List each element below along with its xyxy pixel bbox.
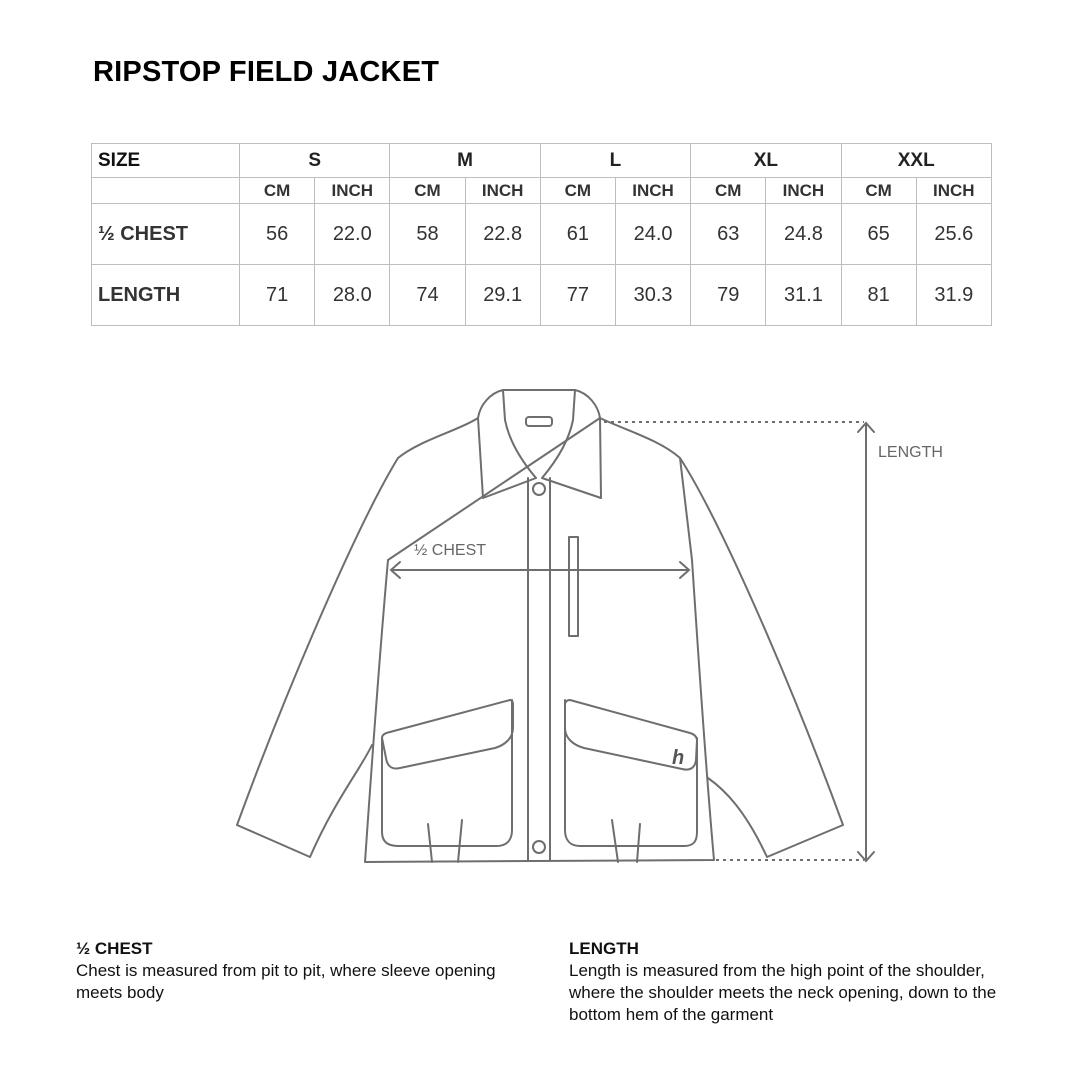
length-description-heading: LENGTH [569, 939, 639, 958]
table-cell: 79 [691, 265, 766, 326]
table-cell: 81 [841, 265, 916, 326]
row-label-chest: ½ CHEST [92, 204, 240, 265]
left-pocket [382, 700, 512, 846]
table-cell: 30.3 [615, 265, 690, 326]
unit-cm: CM [540, 178, 615, 204]
table-cell: 77 [540, 265, 615, 326]
table-cell: 31.9 [916, 265, 991, 326]
table-cell: 61 [540, 204, 615, 265]
unit-cm: CM [841, 178, 916, 204]
table-cell: 31.1 [766, 265, 841, 326]
unit-inch: INCH [315, 178, 390, 204]
table-cell: 28.0 [315, 265, 390, 326]
unit-inch: INCH [465, 178, 540, 204]
top-button [533, 483, 545, 495]
table-cell: 65 [841, 204, 916, 265]
unit-cm: CM [390, 178, 465, 204]
size-header-s: S [240, 144, 390, 178]
length-description [569, 938, 1039, 1026]
chest-description-line: Chest is measured from pit to pit, where sleeve opening [76, 961, 496, 980]
chest-measure-arrow [391, 562, 689, 578]
length-guides [604, 422, 864, 860]
length-description-line: bottom hem of the garment [569, 1005, 774, 1024]
size-header-xl: XL [691, 144, 841, 178]
chest-zip-pocket [569, 537, 578, 636]
logo-icon: h [672, 747, 685, 769]
unit-cm: CM [691, 178, 766, 204]
length-measure-arrow [858, 423, 874, 861]
table-cell: 29.1 [465, 265, 540, 326]
left-pocket-pleat [428, 820, 462, 862]
chest-description-heading: ½ CHEST [76, 939, 153, 958]
left-sleeve [237, 458, 398, 857]
table-cell: 24.0 [615, 204, 690, 265]
row-label-length: LENGTH [92, 265, 240, 326]
left-pocket-flap [382, 700, 513, 769]
size-header-l: L [540, 144, 690, 178]
table-cell: 25.6 [916, 204, 991, 265]
length-description-line: where the shoulder meets the neck opening, down to the [569, 983, 997, 1002]
table-cell: 22.8 [465, 204, 540, 265]
size-header-m: M [390, 144, 540, 178]
jacket-body [365, 418, 714, 862]
table-cell: 71 [240, 265, 315, 326]
chest-description-line: meets body [76, 983, 164, 1002]
page-title: RIPSTOP FIELD JACKET [93, 56, 440, 88]
chest-description [76, 938, 546, 1004]
length-label: LENGTH [878, 444, 943, 461]
table-cell: 74 [390, 265, 465, 326]
length-description-line: Length is measured from the high point of the shoulder, [569, 961, 985, 980]
unit-inch: INCH [615, 178, 690, 204]
table-cell: 22.0 [315, 204, 390, 265]
unit-inch: INCH [766, 178, 841, 204]
right-sleeve [680, 458, 843, 857]
table-cell: 58 [390, 204, 465, 265]
table-cell: 24.8 [766, 204, 841, 265]
right-pocket-pleat [612, 820, 640, 862]
hanging-loop [526, 417, 552, 426]
table-cell: 56 [240, 204, 315, 265]
placket [528, 478, 550, 860]
unit-cm: CM [240, 178, 315, 204]
unit-inch: INCH [916, 178, 991, 204]
chest-label: ½ CHEST [414, 542, 487, 559]
table-cell: 63 [691, 204, 766, 265]
size-header-xxl: XXL [841, 144, 991, 178]
bottom-button [533, 841, 545, 853]
right-pocket [565, 700, 697, 846]
size-header-label: SIZE [92, 144, 240, 178]
jacket-outline [237, 390, 843, 862]
